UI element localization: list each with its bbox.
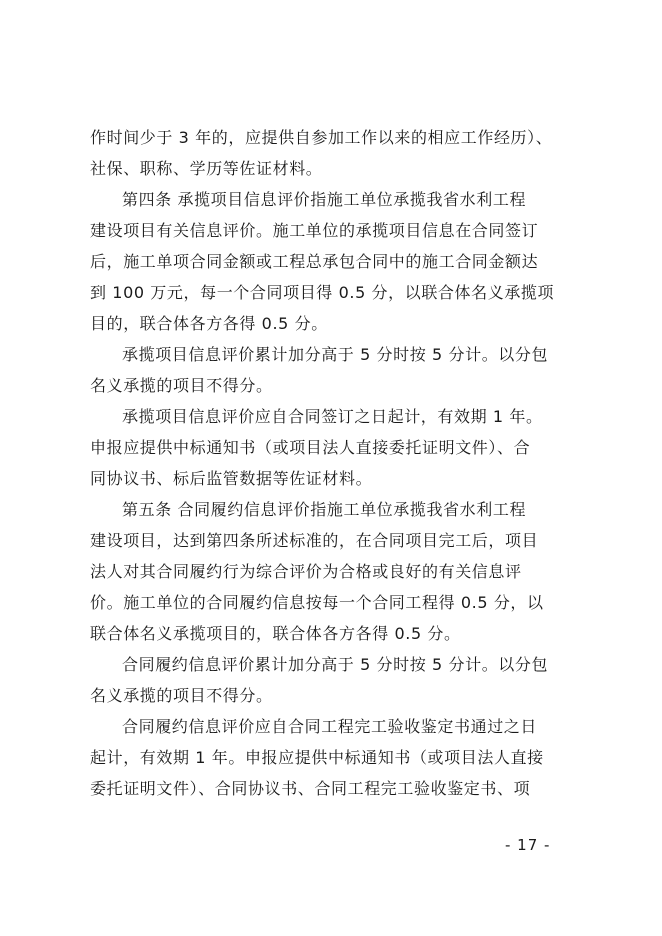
text-line: 申报应提供中标通知书（或项目法人直接委托证明文件）、合 <box>90 438 531 457</box>
text-line: 同协议书、标后监管数据等佐证材料。 <box>90 469 373 488</box>
text-line: 起计，有效期 1 年。申报应提供中标通知书（或项目法人直接 <box>90 748 544 767</box>
text-line: 社保、职称、学历等佐证材料。 <box>90 159 323 178</box>
page-number: - 17 - <box>505 836 551 854</box>
text-line: 到 100 万元，每一个合同项目得 0.5 分，以联合体名义承揽项 <box>90 283 555 302</box>
text-line: 第四条 承揽项目信息评价指施工单位承揽我省水利工程 <box>122 190 527 209</box>
text-line: 第五条 合同履约信息评价指施工单位承揽我省水利工程 <box>122 500 527 519</box>
text-line: 名义承揽的项目不得分。 <box>90 376 273 395</box>
text-line: 名义承揽的项目不得分。 <box>90 686 273 705</box>
text-line: 合同履约信息评价应自合同工程完工验收鉴定书通过之日 <box>122 717 538 736</box>
text-line: 法人对其合同履约行为综合评价为合格或良好的有关信息评 <box>90 562 522 581</box>
text-line: 承揽项目信息评价应自合同签订之日起计，有效期 1 年。 <box>122 407 543 426</box>
text-line: 建设项目，达到第四条所述标准的，在合同项目完工后，项目 <box>90 531 539 550</box>
text-line: 建设项目有关信息评价。施工单位的承揽项目信息在合同签订 <box>90 221 539 240</box>
text-line: 价。施工单位的合同履约信息按每一个合同工程得 0.5 分，以 <box>90 593 544 612</box>
text-line: 合同履约信息评价累计加分高于 5 分时按 5 分计。以分包 <box>122 655 549 674</box>
text-line: 联合体名义承揽项目的，联合体各方各得 0.5 分。 <box>90 624 461 643</box>
text-line: 承揽项目信息评价累计加分高于 5 分时按 5 分计。以分包 <box>122 345 549 364</box>
text-line: 目的，联合体各方各得 0.5 分。 <box>90 314 328 333</box>
text-line: 后，施工单项合同金额或工程总承包合同中的施工合同金额达 <box>90 252 539 271</box>
body-text <box>90 122 570 804</box>
text-line: 委托证明文件）、合同协议书、合同工程完工验收鉴定书、项 <box>90 779 531 798</box>
text-line: 作时间少于 3 年的，应提供自参加工作以来的相应工作经历）、 <box>90 128 553 147</box>
